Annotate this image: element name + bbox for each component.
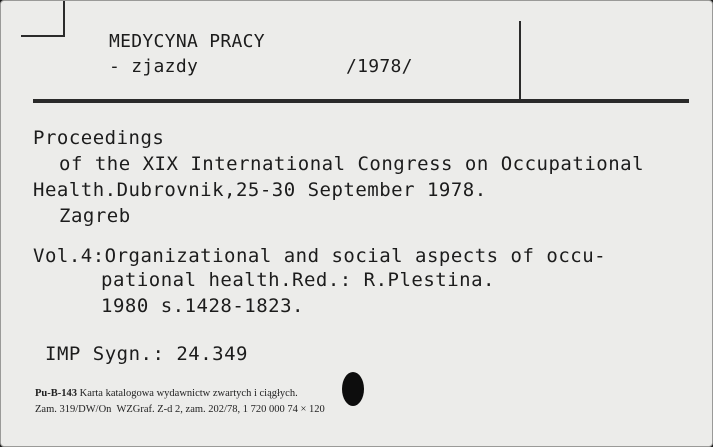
corner-mark-horizontal [21,35,65,37]
body-line-2: of the XIX International Congress on Occupational [59,153,645,175]
footer-text-1: Karta katalogowa wydawnictw zwartych i ciągłych. [79,388,298,399]
header-rule [33,99,689,103]
header-year: /1978/ [346,56,413,77]
body-line-3: Health.Dubrovnik,25-30 September 1978. [33,179,487,201]
body-line-1: Proceedings [33,127,165,149]
body-line-4: Zagreb [59,205,131,227]
body-line-7: 1980 s.1428-1823. [101,295,304,317]
signature-line: IMP Sygn.: 24.349 [45,343,248,365]
body-line-5: Vol.4:Organizational and social aspects of occu- [33,245,607,267]
footer-line-1 [35,388,298,399]
corner-mark-vertical [63,1,65,37]
header-subtitle: - zjazdy [109,56,199,77]
body-line-6: pational health.Red.: R.Plestina. [101,269,495,291]
punch-hole [342,372,364,406]
header-divider [519,21,521,99]
footer-line-2: Zam. 319/DW/On WZGraf. Z-d 2, zam. 202/78, 1 720 000 74 × 120 [35,404,325,415]
footer-code: Pu-B-143 [35,388,77,399]
header-title: MEDYCYNA PRACY [109,31,265,52]
